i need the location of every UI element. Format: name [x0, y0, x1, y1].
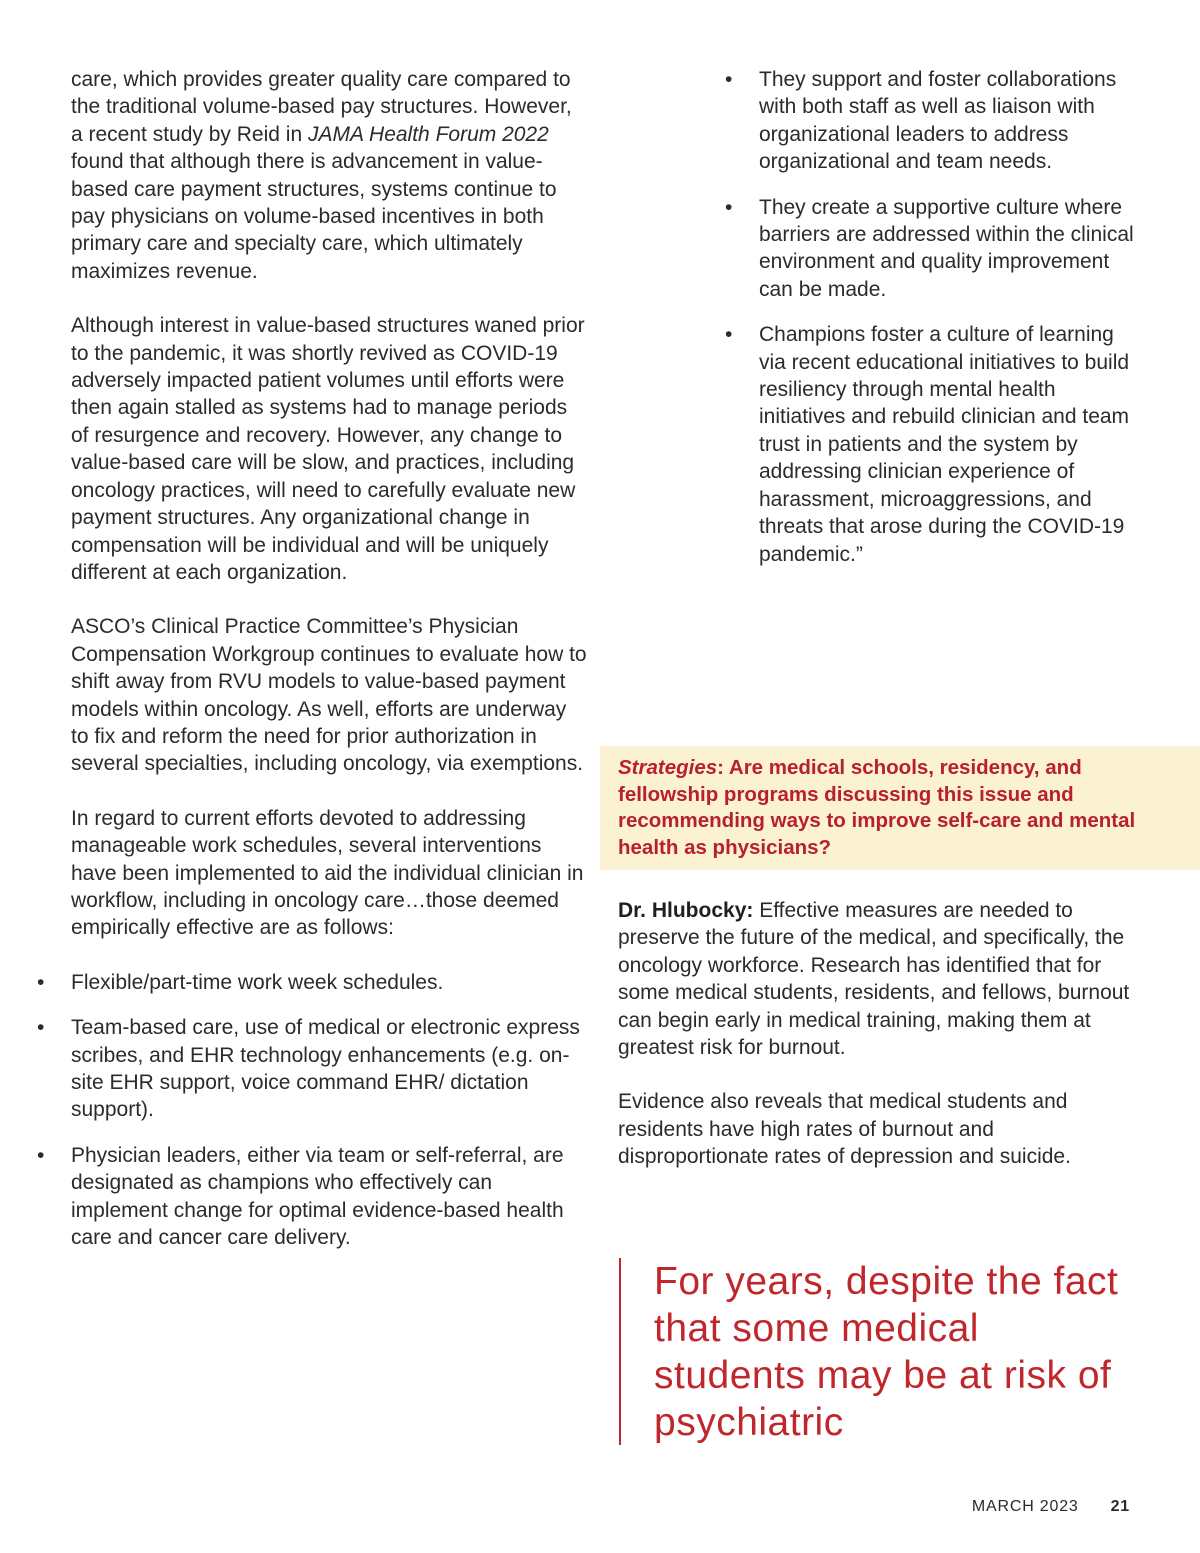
list-item: • Physician leaders, either via team or self-referral, are designated as champions who effectively can implement change for optimal evidence-based health care and cancer care delivery. — [37, 1143, 564, 1250]
list-item: • Champions foster a culture of learning via recent educational initiatives to build resiliency through mental health initiatives and rebuild clinician and team trust in patients and the system by addressing clinician experience of harassment, microaggressions, and threats that arose during the COVID-19 pandemic.” — [725, 323, 1130, 566]
bullet-icon: • — [725, 68, 733, 91]
body-paragraph-4: In regard to current efforts devoted to addressing manageable work schedules, several interventions have been implemented to aid the individual clinician in workflow, including in oncology care…those deemed empirically effective are as follows: — [71, 806, 584, 940]
bullet-icon: • — [725, 323, 733, 347]
body-paragraph-1 — [71, 66, 587, 285]
list-item: • Flexible/part-time work week schedules. — [71, 969, 587, 996]
journal-title: JAMA Health Forum 2022 — [307, 122, 549, 146]
p1-text-cont: found that although there is advancement in value-based care payment structures, systems continue to pay physicians on volume-based incentives in both primary care and specialty care, which ultimately maximizes revenue. — [71, 150, 557, 283]
answer-paragraph-1: Dr. Hlubocky: Effective measures are needed to preserve the future of the medical, and specifically, the oncology workforce. Research has identified that for some medical students, residents, and fellows, burnout can begin early in medical training, making them at greatest risk for burnout. — [618, 899, 1130, 1060]
list-item: • They create a supportive culture where barriers are addressed within the clinical environment and quality improvement can be made. — [725, 195, 1134, 301]
right-column — [618, 66, 1138, 586]
answer-paragraph-2: Evidence also reveals that medical students and residents have high rates of burnout and disproportionate rates of depression and suicide. — [618, 1090, 1071, 1169]
bullet-icon: • — [37, 970, 45, 994]
pull-quote-text: For years, despite the fact that some medical students may be at risk of psychiatric — [654, 1260, 1119, 1444]
issue-date: MARCH 2023 — [971, 1498, 1079, 1515]
body-paragraph-2: Although interest in value-based structures waned prior to the pandemic, it was shortly revived as COVID-19 adversely impacted patient volumes until efforts were then again stalled as systems had to manage periods of resurgence and recovery. However, any change to value-based care will be slow, and practices, including oncology practices, will need to carefully evaluate new payment structures. Any organizational change in compensation will be individual and will be uniquely different at each organization. — [71, 314, 585, 584]
speaker-name: Dr. Hlubocky: — [618, 899, 754, 922]
bullet-icon: • — [37, 1016, 45, 1040]
page-number: 21 — [1110, 1498, 1130, 1515]
callout-question: Strategies: Are medical schools, residency, and fellowship programs discussing this issue and recommending ways to improve self-care and mental health as physicians? — [618, 756, 1136, 859]
callout-label: Strategies — [618, 756, 718, 779]
interview-answer — [618, 897, 1138, 1198]
strategies-callout — [600, 746, 1200, 870]
left-column — [37, 66, 587, 1269]
left-bullet-list — [37, 969, 587, 1252]
list-item: • Team-based care, use of medical or electronic express scribes, and EHR technology enhancements (e.g. on-site EHR support, voice command EHR/ dictation support). — [37, 1016, 580, 1122]
pull-quote — [619, 1258, 1139, 1445]
page-footer — [972, 1498, 1130, 1516]
list-item: • They support and foster collaborations with both staff as well as liaison with organizational leaders to address organizational and team needs. — [725, 68, 1117, 174]
bullet-icon: • — [725, 195, 733, 219]
p1-text: care, which provides greater quality care compared to the traditional volume-based pay structures. However, a recent study by Reid in — [71, 68, 572, 146]
body-paragraph-3: ASCO’s Clinical Practice Committee’s Physician Compensation Workgroup continues to evaluate how to shift away from RVU models to value-based payment models within oncology. As well, efforts are underway to fix and reform the need for prior authorization in several specialties, including oncology, via exemptions. — [71, 615, 587, 776]
right-bullet-list — [725, 66, 1138, 568]
bullet-icon: • — [37, 1143, 45, 1167]
